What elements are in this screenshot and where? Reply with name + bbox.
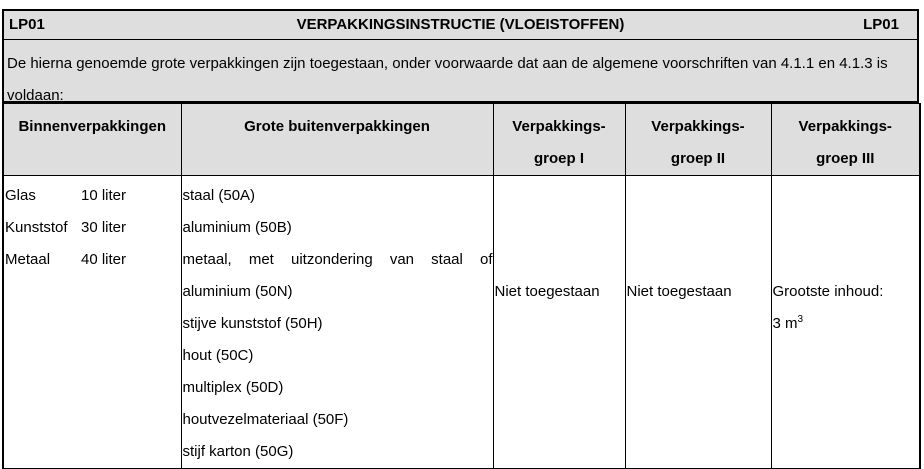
column-header-pg2-line1: Verpakkings- — [651, 118, 745, 135]
inner-packaging-capacity: 40 liter — [81, 251, 127, 268]
outer-packaging-item: houtvezelmateriaal (50F) — [182, 411, 349, 428]
instruction-header — [2, 9, 919, 40]
outer-packaging-item: stijf karton (50G) — [182, 443, 294, 460]
column-header-inner: Binnenverpakkingen — [3, 104, 181, 176]
document-page — [2, 0, 919, 458]
outer-packaging-item: staal (50A) — [182, 187, 256, 204]
pg1-value: Niet toegestaan — [494, 283, 600, 300]
pg3-cell — [771, 176, 920, 469]
outer-packaging-item: aluminium (50N) — [182, 283, 293, 300]
intro-section — [2, 40, 919, 103]
instruction-code-right: LP01 — [863, 16, 899, 33]
pg3-value-line2 — [772, 308, 920, 340]
column-header-pg1 — [493, 104, 625, 176]
column-header-pg3-line2: groep III — [816, 150, 875, 167]
table-header-row — [3, 104, 920, 176]
pg3-value-line2-text: 3 m — [772, 315, 798, 332]
inner-packaging-row — [4, 180, 181, 212]
column-header-pg1-line2: groep I — [533, 150, 584, 167]
pg2-value: Niet toegestaan — [626, 283, 732, 300]
inner-packaging-capacity: 10 liter — [81, 187, 127, 204]
pg3-value-superscript: 3 — [797, 314, 804, 325]
outer-packaging-item: aluminium (50B) — [182, 219, 292, 236]
table-body-row — [3, 176, 920, 469]
packaging-table — [2, 103, 921, 469]
inner-packaging-name: Metaal — [5, 251, 51, 268]
column-header-pg2 — [625, 104, 771, 176]
column-header-outer: Grote buitenverpakkingen — [181, 104, 493, 176]
outer-packaging-item: hout (50C) — [182, 347, 254, 364]
pg1-cell — [493, 176, 625, 469]
inner-packagings-cell — [3, 176, 181, 469]
intro-text: De hierna genoemde grote verpakkingen zijn toegestaan, onder voorwaarde dat aan de algemene voorschriften van 4.1.1 en 4.1.3 is voldaan: — [7, 55, 888, 104]
outer-packaging-item: multiplex (50D) — [182, 379, 284, 396]
column-header-pg3 — [771, 104, 920, 176]
pg2-cell — [625, 176, 771, 469]
outer-packagings-cell — [181, 176, 493, 469]
column-header-pg2-line2: groep II — [670, 150, 726, 167]
inner-packaging-name: Kunststof — [5, 219, 68, 236]
inner-packaging-capacity: 30 liter — [81, 219, 127, 236]
pg3-value-line1: Grootste inhoud: — [772, 283, 884, 300]
inner-packaging-row — [4, 212, 181, 244]
outer-packaging-item: metaal, met uitzondering van staal of — [182, 251, 493, 268]
instruction-code-left: LP01 — [9, 16, 45, 33]
column-header-pg3-line1: Verpakkings- — [798, 118, 892, 135]
inner-packaging-row — [4, 244, 181, 276]
column-header-pg1-line1: Verpakkings- — [512, 118, 606, 135]
outer-packaging-item: stijve kunststof (50H) — [182, 315, 323, 332]
instruction-title: VERPAKKINGSINSTRUCTIE (VLOEISTOFFEN) — [296, 16, 625, 33]
inner-packaging-name: Glas — [5, 187, 36, 204]
